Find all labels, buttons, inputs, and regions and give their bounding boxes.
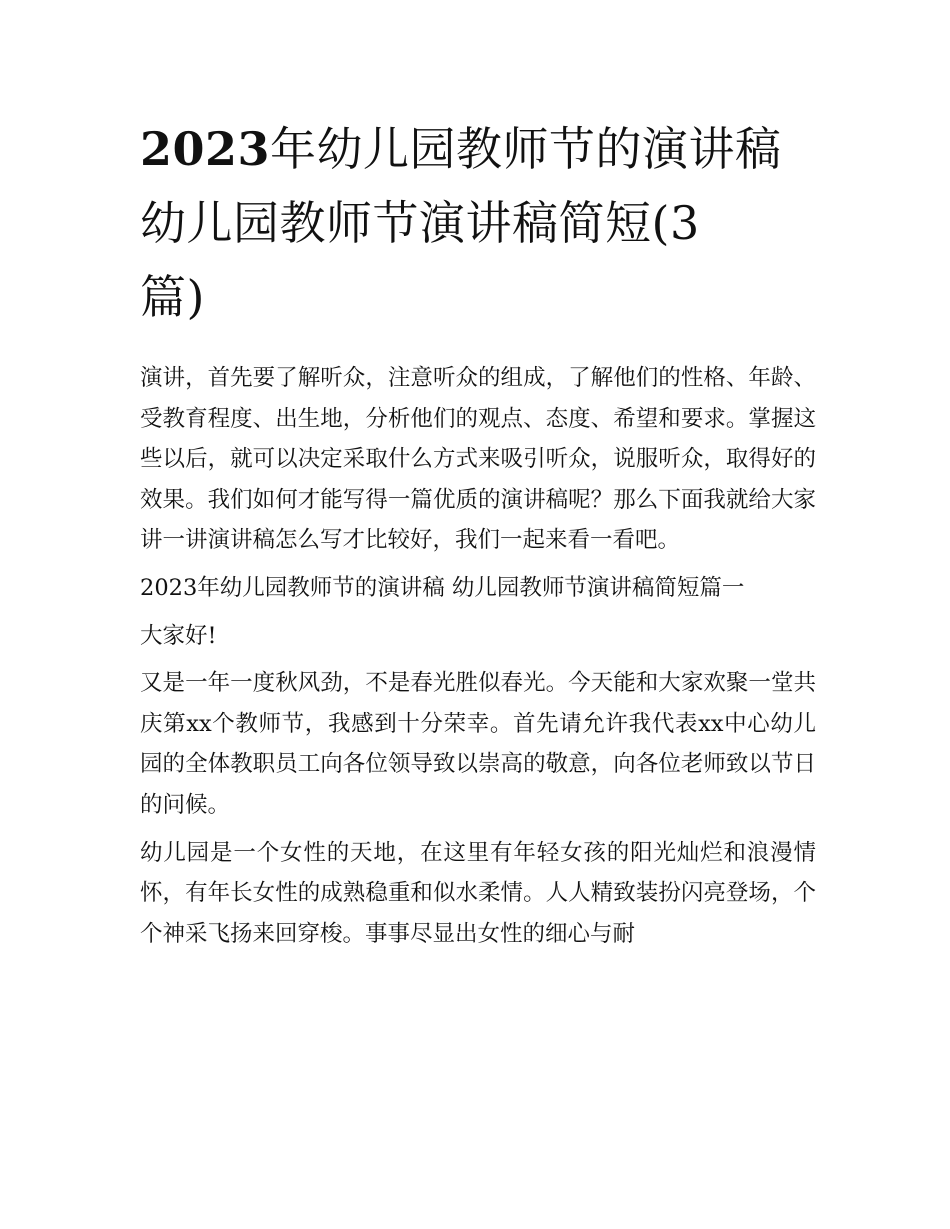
greeting-paragraph: 大家好! (140, 622, 217, 649)
title-line-2: 幼儿园教师节演讲稿简短(3 (140, 196, 700, 250)
section-heading: 2023年幼儿园教师节的演讲稿 幼儿园教师节演讲稿简短篇一 (140, 574, 745, 601)
body-paragraph: 幼儿园是一个女性的天地，在这里有年轻女孩的阳光灿烂和浪漫情怀，有年长女性的成熟稳重和似水柔情。人人精致装扮闪亮登场，个个神采飞扬来回穿梭。事事尽显出女性的细心与耐 (140, 839, 816, 947)
intro-paragraph: 演讲，首先要了解听众，注意听众的组成，了解他们的性格、年龄、受教育程度、出生地，分析他们的观点、态度、希望和要求。掌握这些以后，就可以决定采取什么方式来吸引听众，说服听众，取得好的效果。我们如何才能写得一篇优质的演讲稿呢？那么下面我就给大家讲一讲演讲稿怎么写才比较好，我们一起来看一看吧。 (140, 365, 816, 554)
document-title (140, 112, 820, 334)
title-line-1: 2023年幼儿园教师节的演讲稿 (140, 122, 782, 176)
title-line-3: 篇) (140, 270, 205, 324)
document-body (140, 358, 816, 961)
body-paragraph: 又是一年一度秋风劲，不是春光胜似春光。今天能和大家欢聚一堂共庆第xx个教师节，我感到十分荣幸。首先请允许我代表xx中心幼儿园的全体教职员工向各位领导致以崇高的敬意，向各位老师致以节日的问候。 (140, 670, 816, 818)
